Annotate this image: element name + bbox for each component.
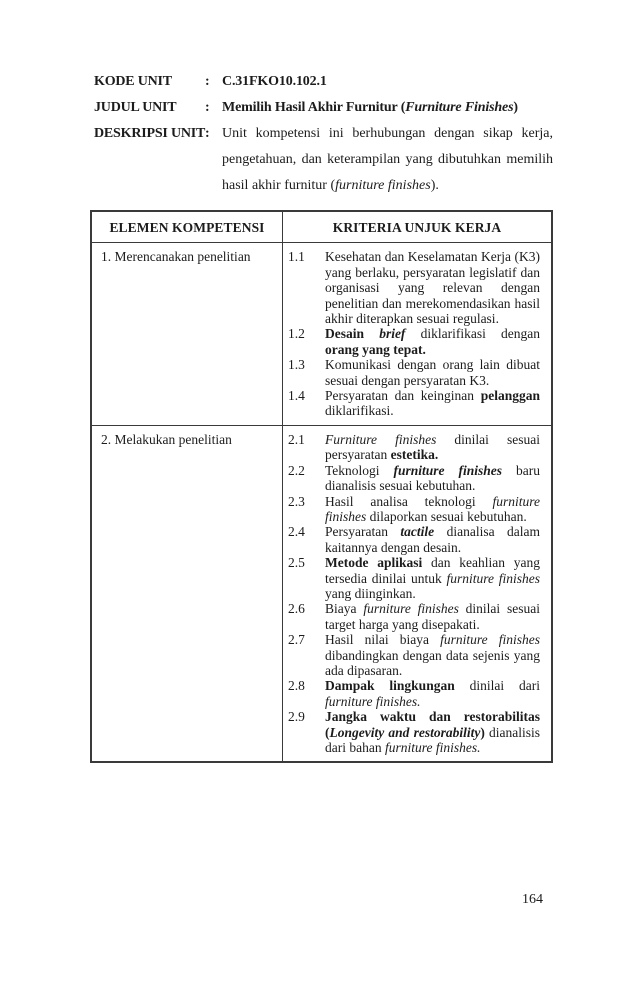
criteria-cell: [283, 243, 551, 424]
criteria-text: Komunikasi dengan orang lain dibuat sesuai dengan persyaratan K3.: [325, 357, 540, 388]
criteria-item: [288, 494, 540, 525]
unit-header-row: [90, 121, 553, 199]
criteria-number: 2.1: [288, 431, 305, 447]
unit-header-colon: :: [205, 74, 210, 89]
criteria-item: [288, 388, 540, 419]
criteria-text: Persyaratan tactile dianalisa dalam kaitannya dengan desain.: [325, 524, 540, 555]
criteria-number: 2.8: [288, 678, 305, 694]
criteria-number: 1.3: [288, 357, 305, 373]
criteria-text: Jangka waktu dan restorabilitas (Longevity and restorability) dianalisis dari bahan furniture finishes.: [325, 709, 540, 755]
criteria-number: 2.6: [288, 601, 305, 617]
criteria-text: Dampak lingkungan dinilai dari furniture finishes.: [325, 678, 541, 709]
unit-header-row: [90, 69, 553, 95]
unit-header-row: [90, 95, 553, 121]
criteria-text: Hasil analisa teknologi furniture finishes dilaporkan sesuai kebutuhan.: [325, 493, 540, 524]
unit-header-value: C.31FKO10.102.1: [222, 74, 327, 89]
criteria-item: [288, 463, 540, 494]
criteria-item: [288, 632, 540, 678]
page-number: 164: [522, 892, 543, 907]
criteria-text: Metode aplikasi dan keahlian yang tersedia dinilai untuk furniture finishes yang diinginkan.: [325, 555, 540, 601]
criteria-text: Biaya furniture finishes dinilai sesuai target harga yang disepakati.: [325, 601, 540, 632]
criteria-number: 2.5: [288, 555, 305, 571]
criteria-number: 1.2: [288, 326, 305, 342]
element-cell: 2. Melakukan penelitian: [92, 426, 283, 762]
table-row: [92, 242, 551, 424]
criteria-number: 2.3: [288, 493, 305, 509]
competency-table: [90, 210, 553, 763]
criteria-text: Teknologi furniture finishes baru dianalisis sesuai kebutuhan.: [325, 462, 540, 494]
criteria-text: Kesehatan dan Keselamatan Kerja (K3) yang berlaku, persyaratan legislatif dan organisasi yang relevan dengan penelitian dan merekomendasikan hasil akhir diterapkan sesuai regulasi.: [325, 249, 540, 327]
unit-header-value: Memilih Hasil Akhir Furnitur (Furniture Finishes): [222, 100, 518, 115]
criteria-item: [288, 249, 540, 326]
criteria-number: 2.2: [288, 462, 305, 478]
criteria-number: 2.4: [288, 524, 305, 540]
table-row: [92, 425, 551, 762]
criteria-text: Desain brief diklarifikasi dengan orang yang tepat.: [325, 326, 540, 357]
criteria-number: 1.4: [288, 388, 305, 404]
element-cell: 1. Merencanakan penelitian: [92, 243, 283, 424]
criteria-number: 2.9: [288, 709, 305, 725]
criteria-number: 1.1: [288, 249, 305, 265]
criteria-item: [288, 555, 540, 601]
criteria-text: Furniture finishes dinilai sesuai persyaratan estetika.: [325, 431, 540, 463]
column-header-kriteria-unjuk-kerja: KRITERIA UNJUK KERJA: [332, 220, 502, 235]
criteria-item: [288, 678, 540, 709]
criteria-item: [288, 709, 540, 755]
criteria-item: [288, 432, 540, 463]
criteria-text: Persyaratan dan keinginan pelanggan diklarifikasi.: [325, 388, 540, 419]
unit-header-label: DESKRIPSI UNIT: [94, 126, 206, 141]
unit-header-colon: :: [205, 100, 210, 115]
unit-header-label: JUDUL UNIT: [94, 100, 177, 115]
criteria-text: Hasil nilai biaya furniture finishes dibandingkan dengan data sejenis yang ada dipasaran.: [325, 632, 540, 678]
unit-header-value: Unit kompetensi ini berhubungan dengan sikap kerja, pengetahuan, dan keterampilan yang dibutuhkan memilih hasil akhir furnitur (furniture finishes).: [222, 126, 553, 193]
column-header-elemen-kompetensi: ELEMEN KOMPETENSI: [92, 212, 283, 242]
criteria-item: [288, 326, 540, 357]
criteria-item: [288, 524, 540, 555]
unit-header-block: [90, 69, 553, 199]
unit-header-colon: :: [205, 126, 210, 141]
criteria-item: [288, 601, 540, 632]
page-content: [90, 69, 553, 763]
criteria-item: [288, 357, 540, 388]
unit-header-label: KODE UNIT: [94, 74, 172, 89]
criteria-cell: [283, 426, 551, 762]
criteria-number: 2.7: [288, 632, 305, 648]
table-header-row: [92, 212, 551, 242]
